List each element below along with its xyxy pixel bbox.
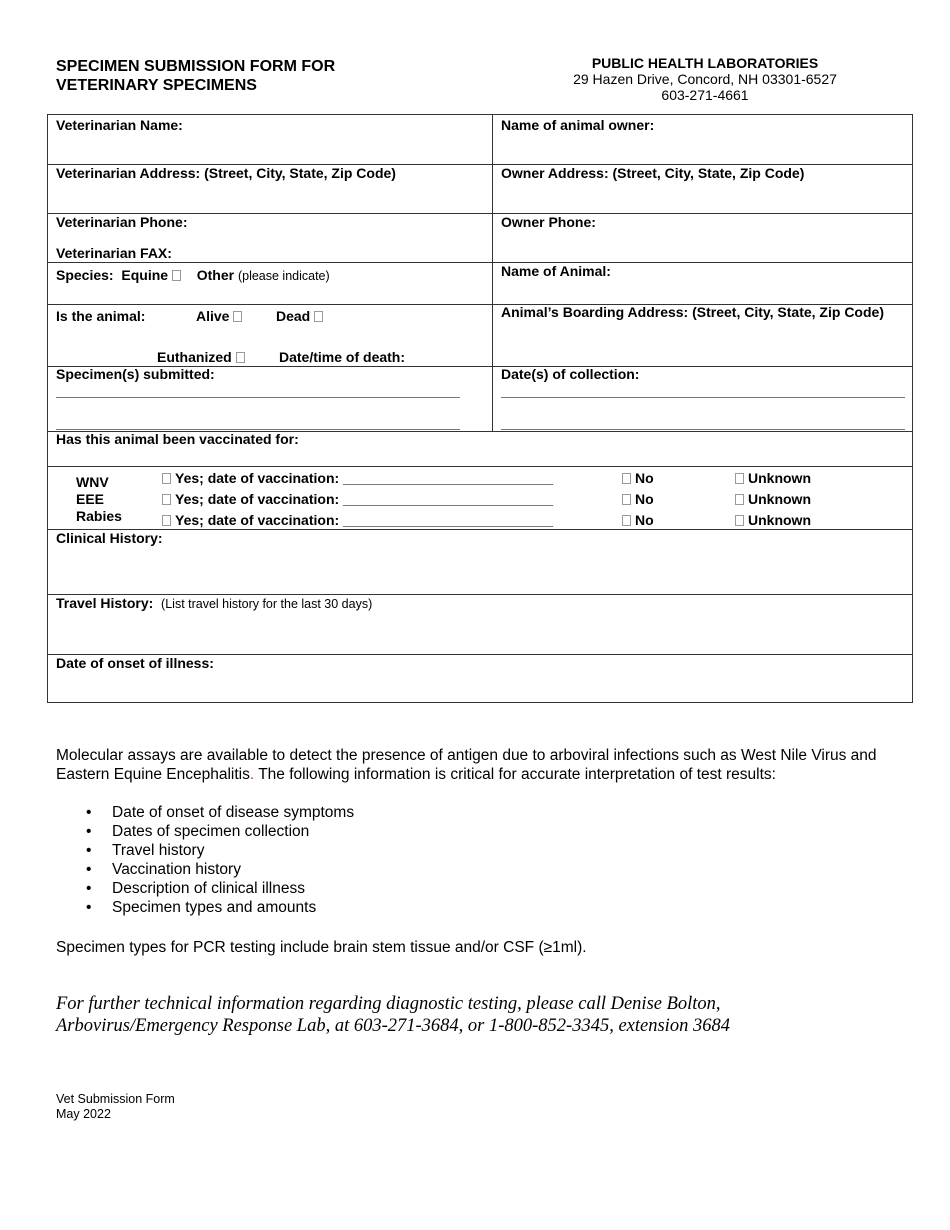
footer bbox=[56, 1092, 175, 1122]
form-title-line1: SPECIMEN SUBMISSION FORM FOR bbox=[56, 58, 336, 75]
list-item: • Date of onset of disease symptoms bbox=[56, 803, 354, 822]
pcr-note: Specimen types for PCR testing include brain stem tissue and/or CSF (≥1ml). bbox=[56, 939, 587, 956]
list-item: • Travel history bbox=[56, 841, 354, 860]
assay-info-text-2: The following information is critical for accurate interpretation of test results: bbox=[254, 766, 776, 783]
euthanized-checkbox[interactable] bbox=[236, 352, 245, 363]
assay-info-paragraph bbox=[56, 746, 896, 784]
vaccine-yes-option bbox=[158, 470, 553, 487]
unknown-checkbox[interactable] bbox=[735, 515, 744, 526]
vaccinated-question: Has this animal been vaccinated for: bbox=[56, 431, 299, 447]
vaccine-unknown-label: Unknown bbox=[748, 470, 811, 486]
owner-address-label: Owner Address: (Street, City, State, Zip Code) bbox=[501, 165, 805, 181]
no-checkbox[interactable] bbox=[622, 494, 631, 505]
required-info-list bbox=[56, 803, 354, 917]
lab-address: 29 Hazen Drive, Concord, NH 03301-6527 bbox=[573, 71, 837, 87]
list-item: • Vaccination history bbox=[56, 860, 354, 879]
is-animal-label: Is the animal: bbox=[56, 308, 146, 324]
vaccine-unknown-label: Unknown bbox=[748, 491, 811, 507]
yes-checkbox[interactable] bbox=[162, 473, 171, 484]
dead-checkbox[interactable] bbox=[314, 311, 323, 322]
travel-history-label: Travel History: bbox=[56, 595, 154, 611]
alive-checkbox[interactable] bbox=[233, 311, 242, 322]
specimens-line[interactable] bbox=[56, 429, 460, 430]
list-item: • Specimen types and amounts bbox=[56, 898, 354, 917]
footer-date: May 2022 bbox=[56, 1107, 111, 1121]
unknown-checkbox[interactable] bbox=[735, 473, 744, 484]
list-item: • Dates of specimen collection bbox=[56, 822, 354, 841]
vaccine-unknown-option bbox=[731, 491, 811, 508]
vaccine-no-option bbox=[618, 491, 654, 508]
vet-address-label: Veterinarian Address: (Street, City, State, Zip Code) bbox=[56, 165, 396, 181]
vet-fax-label: Veterinarian FAX: bbox=[56, 245, 172, 261]
contact-info bbox=[56, 993, 916, 1037]
boarding-address-label: Animal’s Boarding Address: (Street, City, State, Zip Code) bbox=[501, 304, 884, 320]
submission-form-table bbox=[47, 114, 913, 703]
vaccine-no-label: No bbox=[635, 470, 654, 486]
alive-option bbox=[196, 308, 246, 325]
footer-form-name: Vet Submission Form bbox=[56, 1092, 175, 1106]
euthanized-option bbox=[157, 349, 249, 366]
collection-dates-label: Date(s) of collection: bbox=[501, 366, 640, 382]
species-equine-label: Equine bbox=[121, 267, 169, 283]
specimens-line[interactable] bbox=[56, 397, 460, 398]
yes-checkbox[interactable] bbox=[162, 515, 171, 526]
row-divider bbox=[48, 466, 912, 467]
alive-label: Alive bbox=[196, 308, 230, 324]
vaccine-unknown-option bbox=[731, 512, 811, 529]
euthanized-label: Euthanized bbox=[157, 349, 232, 365]
vaccine-yes-label: Yes; date of vaccination: ___________________________ bbox=[175, 491, 554, 507]
dead-label: Dead bbox=[276, 308, 311, 324]
vaccine-no-label: No bbox=[635, 491, 654, 507]
vet-name-label: Veterinarian Name: bbox=[56, 117, 183, 133]
owner-name-label: Name of animal owner: bbox=[501, 117, 655, 133]
column-divider bbox=[492, 115, 493, 431]
specimens-label: Specimen(s) submitted: bbox=[56, 366, 215, 382]
dead-option bbox=[276, 308, 327, 325]
vaccine-no-label: No bbox=[635, 512, 654, 528]
vaccine-yes-option bbox=[158, 491, 553, 508]
vaccine-yes-label: Yes; date of vaccination: ___________________________ bbox=[175, 512, 554, 528]
row-divider bbox=[48, 262, 912, 263]
travel-history-note: (List travel history for the last 30 days) bbox=[161, 597, 373, 611]
equine-checkbox[interactable] bbox=[172, 270, 181, 281]
animal-name-label: Name of Animal: bbox=[501, 263, 611, 279]
list-item: • Description of clinical illness bbox=[56, 879, 354, 898]
species-label: Species: bbox=[56, 267, 114, 283]
form-title-line2: VETERINARY SPECIMENS bbox=[56, 77, 257, 94]
vaccine-no-option bbox=[618, 512, 654, 529]
species-row bbox=[56, 267, 330, 285]
vaccine-no-option bbox=[618, 470, 654, 487]
row-divider bbox=[48, 529, 912, 530]
lab-phone: 603-271-4661 bbox=[661, 87, 749, 103]
assay-info-text: Molecular assays are available to detect the presence of antigen due to arboviral infections such as West Nile Virus and Eastern Equine Encephalitis bbox=[56, 747, 877, 783]
contact-line2: Arbovirus/Emergency Response Lab, at 603-271-3684, or 1-800-852-3345, extension 3684 bbox=[56, 1016, 730, 1036]
owner-phone-label: Owner Phone: bbox=[501, 214, 596, 230]
collection-dates-line[interactable] bbox=[501, 429, 905, 430]
collection-dates-line[interactable] bbox=[501, 397, 905, 398]
vet-phone-label: Veterinarian Phone: bbox=[56, 214, 188, 230]
unknown-checkbox[interactable] bbox=[735, 494, 744, 505]
clinical-history-label: Clinical History: bbox=[56, 530, 163, 546]
onset-label: Date of onset of illness: bbox=[56, 655, 214, 671]
no-checkbox[interactable] bbox=[622, 515, 631, 526]
vaccine-yes-option bbox=[158, 512, 553, 529]
species-other-note: (please indicate) bbox=[237, 269, 330, 283]
lab-name: PUBLIC HEALTH LABORATORIES bbox=[591, 55, 819, 71]
vaccine-name-rabies: Rabies bbox=[76, 508, 122, 524]
vaccine-unknown-option bbox=[731, 470, 811, 487]
form-title bbox=[56, 57, 335, 95]
vaccine-name-wnv: WNV bbox=[76, 474, 109, 490]
assay-info-dot: . bbox=[249, 766, 255, 783]
species-other-label: Other bbox=[196, 267, 235, 283]
yes-checkbox[interactable] bbox=[162, 494, 171, 505]
vaccine-unknown-label: Unknown bbox=[748, 512, 811, 528]
no-checkbox[interactable] bbox=[622, 473, 631, 484]
contact-line1: For further technical information regarding diagnostic testing, please call Denise Bolton, bbox=[56, 994, 721, 1014]
lab-info bbox=[555, 55, 855, 103]
vaccine-yes-label: Yes; date of vaccination: ___________________________ bbox=[175, 470, 554, 486]
death-datetime-label: Date/time of death: bbox=[279, 349, 406, 365]
vaccine-name-eee: EEE bbox=[76, 491, 105, 507]
travel-history-row bbox=[56, 595, 372, 613]
